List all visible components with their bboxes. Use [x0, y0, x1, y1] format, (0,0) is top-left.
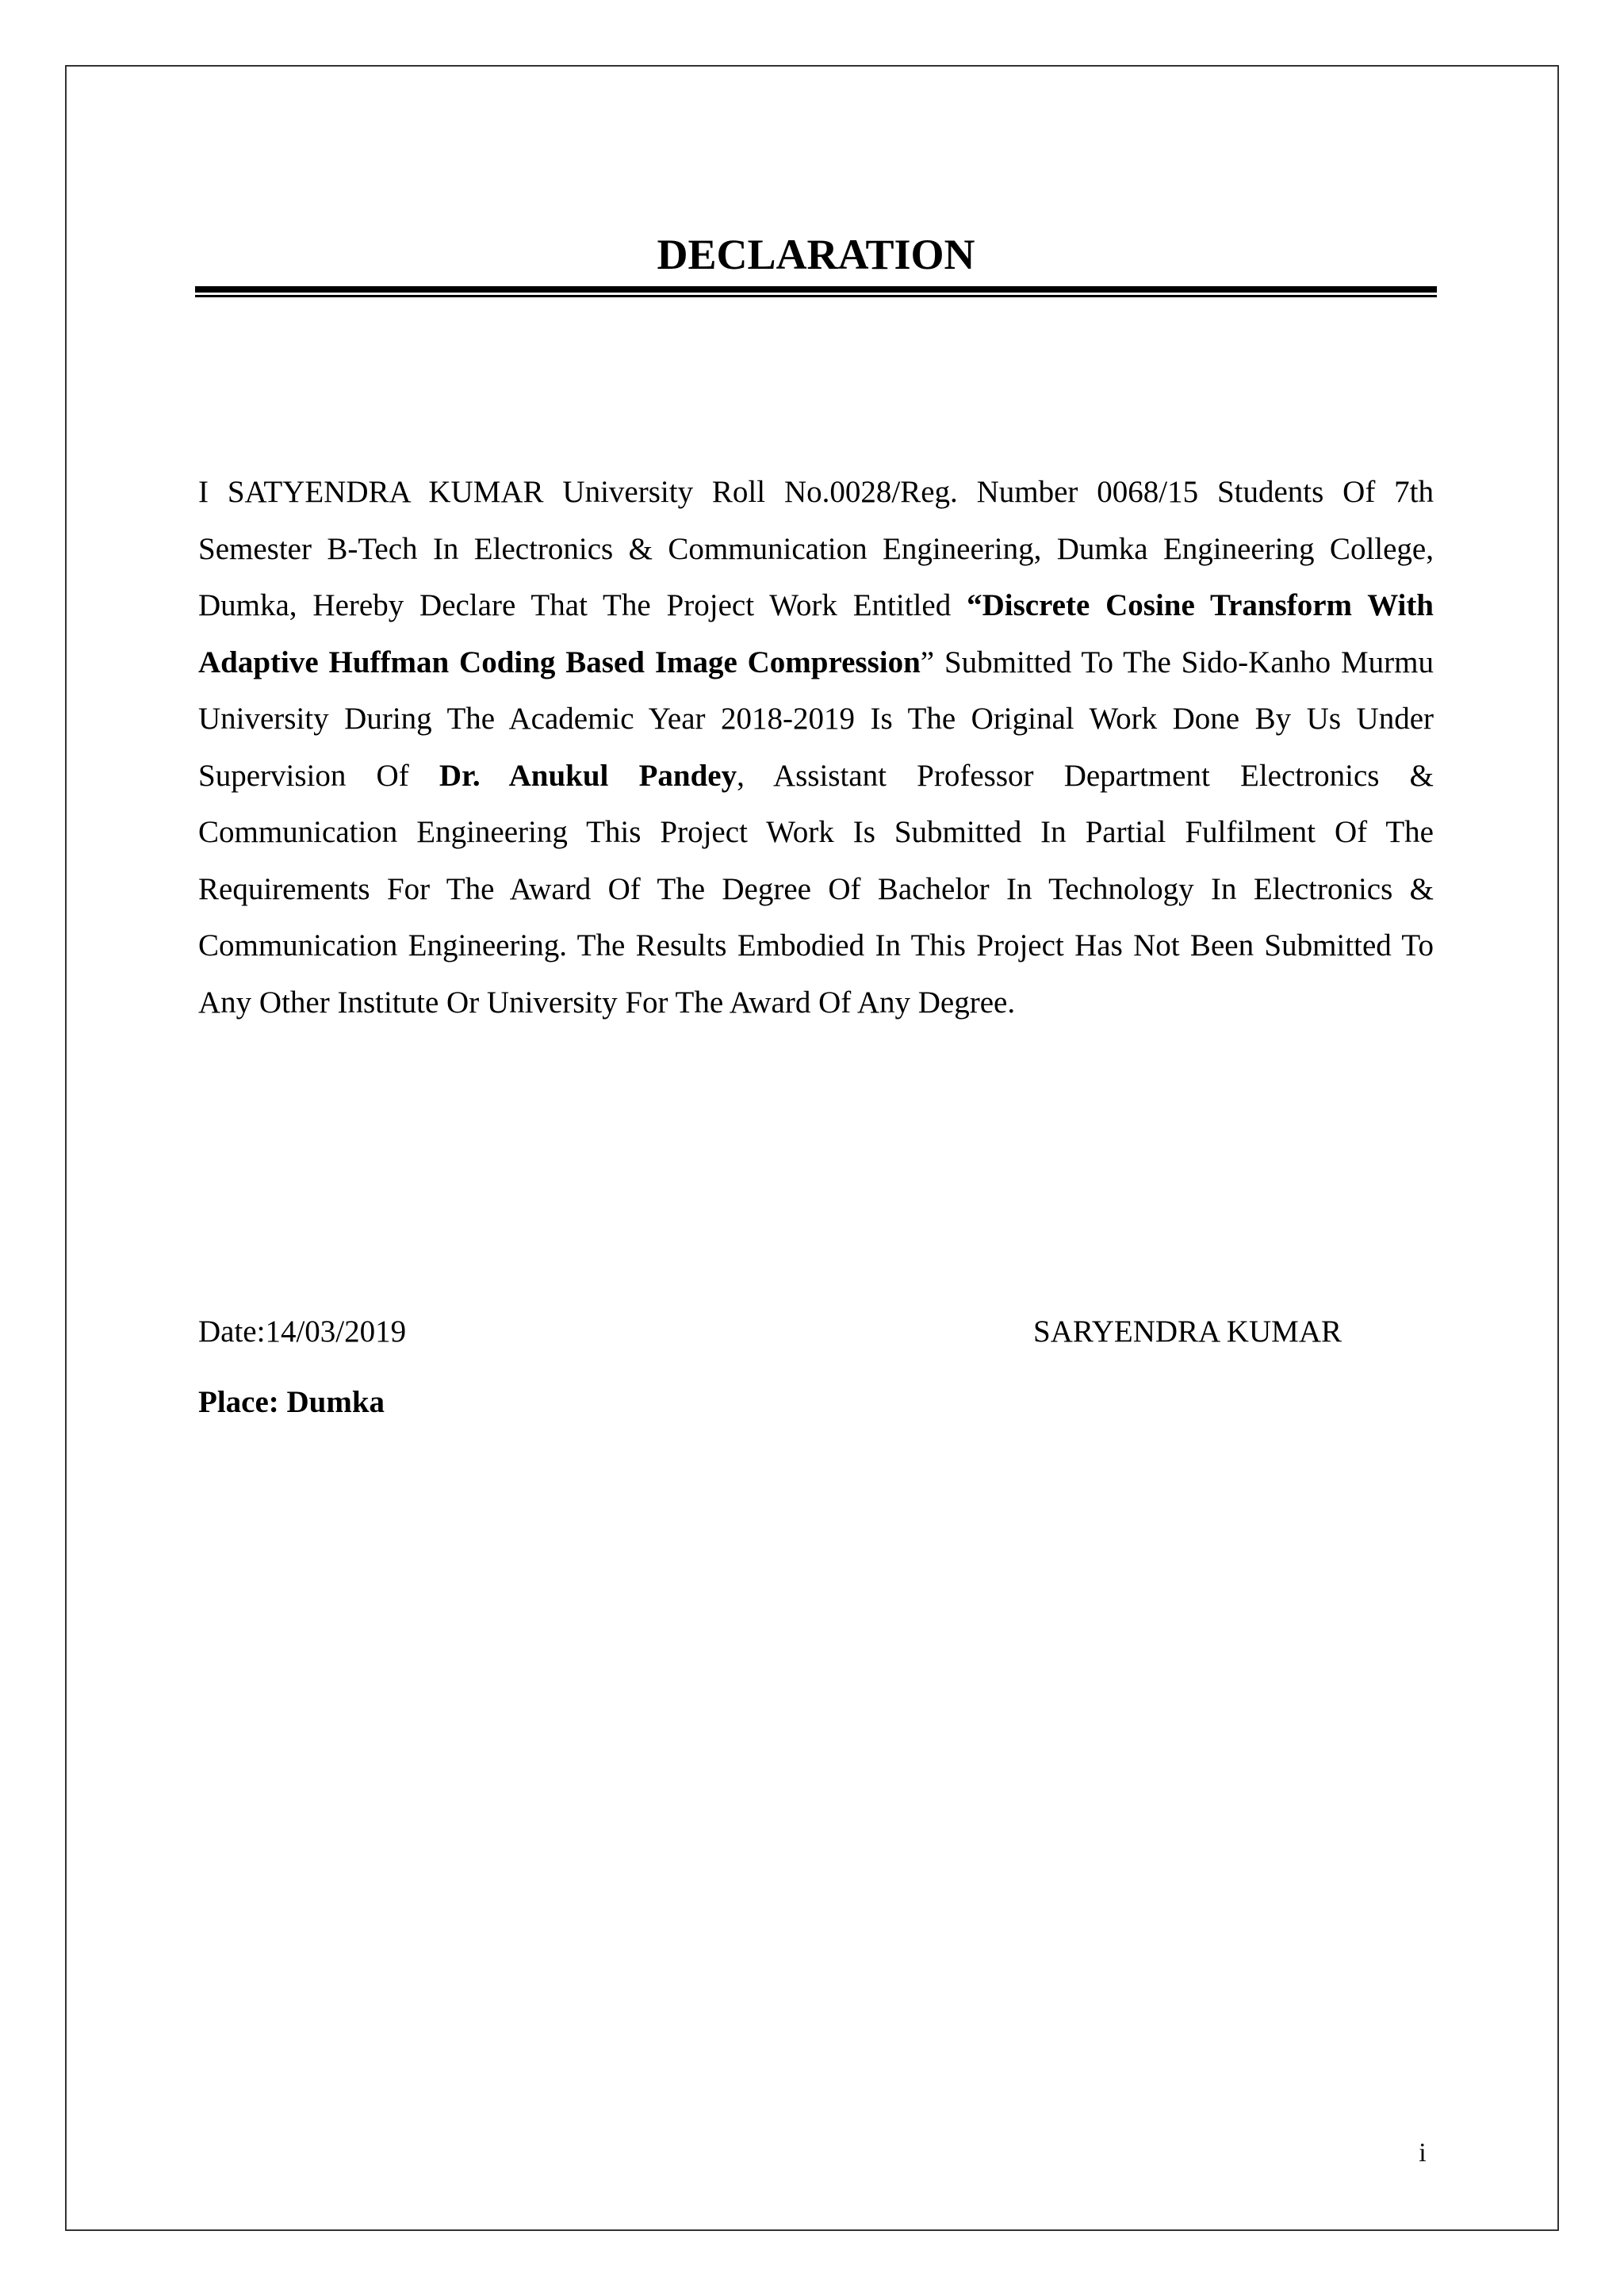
project-title: “Discrete Cosine Transform With Adaptive Huffman Coding Based Image Compression: [198, 588, 1434, 679]
title-underline-thin: [195, 295, 1437, 297]
declaration-paragraph: [198, 464, 1434, 1031]
declaration-text-part-3: , Assistant Professor Department Electronics & Communication Engineering This Project Work Is Submitted In Partial Fulfilment Of The Requirements For The Award Of The Degree Of Bachelor In Technology In Electronics & Communication Engineering. The Results Embodied In This Project Has Not Been Submitted To Any Other Institute Or University For The Award Of Any Degree.: [198, 758, 1434, 1020]
declaration-text-part-1: I SATYENDRA KUMAR University Roll No.0028/Reg. Number 0068/15 Students Of 7th Semester B-Tech In Electronics & Communication Engineering, Dumka Engineering College, Dumka, Hereby Declare That The Project Work Entitled: [198, 475, 1434, 622]
page-title: DECLARATION: [657, 231, 975, 278]
page-border: [65, 65, 1559, 2231]
place-line: Place: Dumka: [198, 1385, 385, 1419]
declaration-text-part-2: ” Submitted To The Sido-Kanho Murmu University During The Academic Year 2018-2019 Is The Original Work Done By Us Under Supervision Of: [198, 645, 1434, 793]
page-number: i: [1419, 2138, 1427, 2168]
title-underline-thick: [195, 286, 1437, 293]
signatory-name: SARYENDRA KUMAR: [1033, 1314, 1342, 1349]
date-line: Date:14/03/2019: [198, 1314, 407, 1349]
supervisor-name: Dr. Anukul Pandey: [439, 758, 737, 793]
